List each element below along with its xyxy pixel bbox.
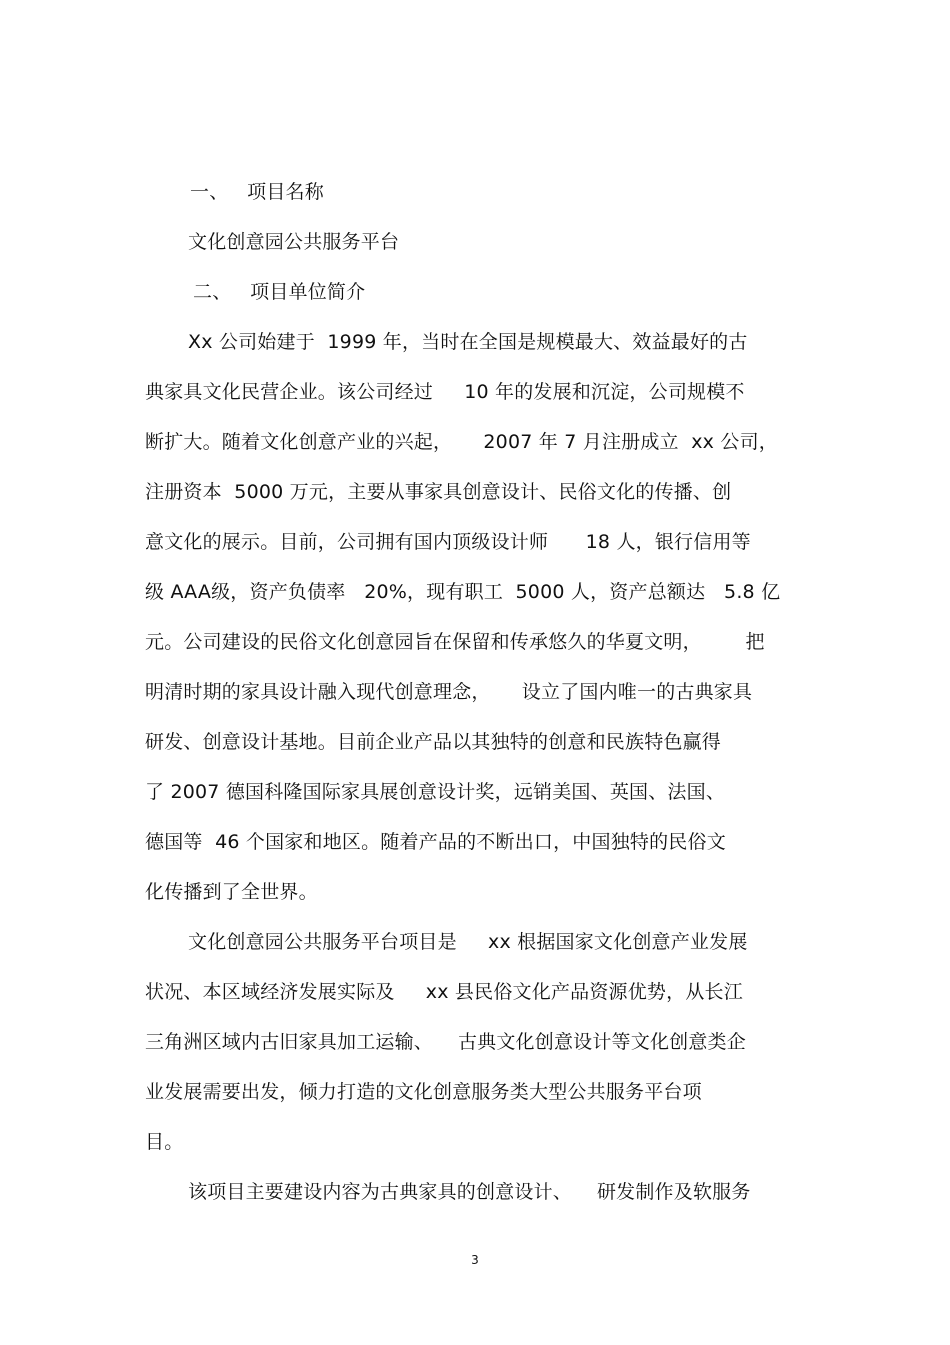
paragraph-line: 三角洲区域内古旧家具加工运输、 古典文化创意设计等文化创意类企 [145,1031,746,1053]
paragraph-line: 意文化的展示。目前，公司拥有国内顶级设计师 18 人，银行信用等 [145,531,751,553]
paragraph-line: 状况、本区域经济发展实际及 xx 县民俗文化产品资源优势，从长江 [145,981,743,1003]
section-heading-2: 二、 项目单位简介 [193,281,366,303]
paragraph-line: 化传播到了全世界。 [145,881,318,903]
paragraph-line: 断扩大。随着文化创意产业的兴起， 2007 年 7 月注册成立 xx 公司， [145,431,778,453]
paragraph-line: 注册资本 5000 万元，主要从事家具创意设计、民俗文化的传播、创 [145,481,732,503]
project-name: 文化创意园公共服务平台 [188,231,400,253]
paragraph-line: 该项目主要建设内容为古典家具的创意设计、 研发制作及软服务 [188,1181,751,1203]
paragraph-line: 级 AAA级，资产负债率 20%，现有职工 5000 人，资产总额达 5.8 亿 [145,581,781,603]
paragraph-line: 典家具文化民营企业。该公司经过 10 年的发展和沉淀，公司规模不 [145,381,745,403]
paragraph-line: 元。公司建设的民俗文化创意园旨在保留和传承悠久的华夏文明， 把 [145,631,765,653]
section-heading-1: 一、 项目名称 [190,181,324,203]
paragraph-line: 德国等 46 个国家和地区。随着产品的不断出口，中国独特的民俗文 [145,831,726,853]
paragraph-line: 了 2007 德国科隆国际家具展创意设计奖，远销美国、英国、法国、 [145,781,726,803]
paragraph-line: Xx 公司始建于 1999 年，当时在全国是规模最大、效益最好的古 [188,331,748,353]
page-number: 3 [471,1253,479,1267]
paragraph-line: 目。 [145,1131,184,1153]
paragraph-line: 文化创意园公共服务平台项目是 xx 根据国家文化创意产业发展 [188,931,748,953]
paragraph-line: 研发、创意设计基地。目前企业产品以其独特的创意和民族特色赢得 [145,731,722,753]
paragraph-line: 明清时期的家具设计融入现代创意理念， 设立了国内唯一的古典家具 [145,681,753,703]
paragraph-line: 业发展需要出发，倾力打造的文化创意服务类大型公共服务平台项 [145,1081,702,1103]
